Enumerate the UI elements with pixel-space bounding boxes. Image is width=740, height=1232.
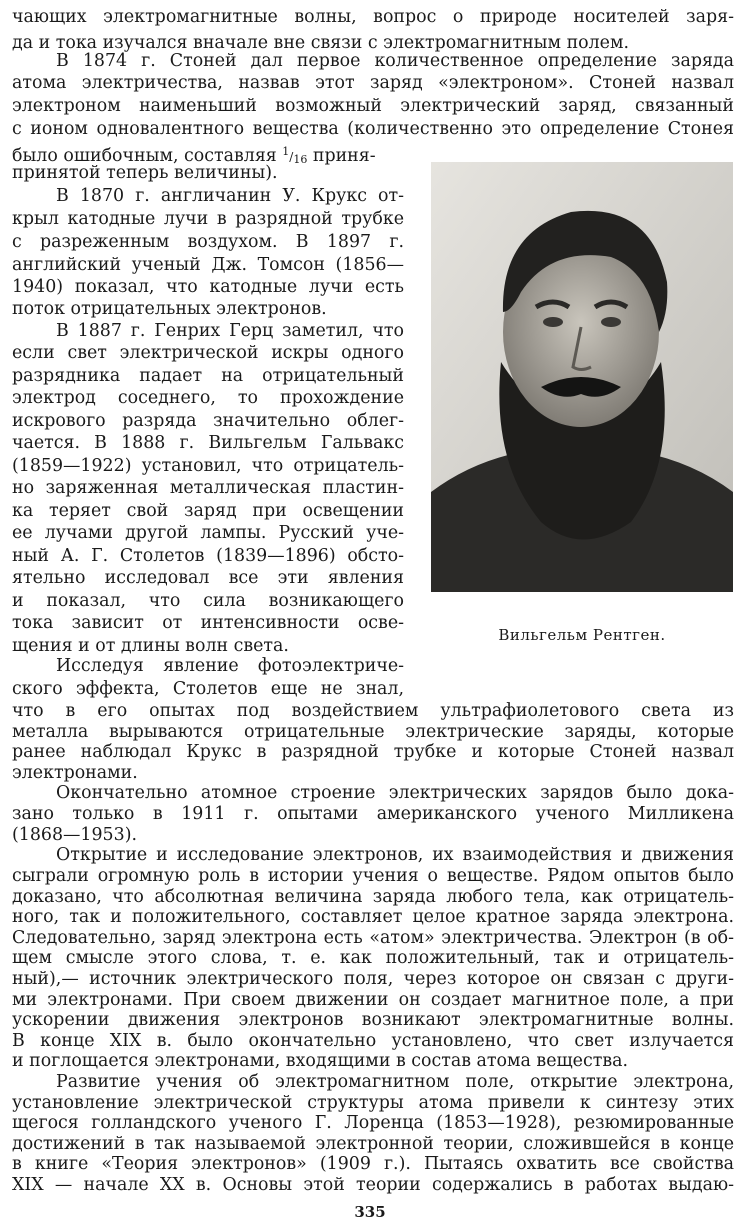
text-line: электронами. <box>12 762 138 783</box>
text-line: с разреженным воздухом. В 1897 г. <box>12 232 404 252</box>
portrait-image <box>431 162 733 592</box>
fraction-denominator: 16 <box>293 153 308 166</box>
fraction-numerator: 1 <box>282 145 290 158</box>
text-line: и поглощается электронами, входящими в состав атома вещества. <box>12 1051 629 1072</box>
text-line: поток отрицательных электронов. <box>12 299 327 319</box>
text-line: щегося голландского ученого Г. Лоренца (1853—1928), резюмированные <box>12 1113 734 1134</box>
text-line: что в его опытах под воздействием ультрафиолетового света из <box>12 701 734 721</box>
text-line: доказано, что абсолютная величина заряда любого тела, как отрицатель- <box>12 886 734 907</box>
text-line: В 1870 г. англичанин У. Крукс от- <box>56 186 404 206</box>
text-line: щения и от длины волн света. <box>12 636 289 656</box>
text-line: ского эффекта, Столетов еще не знал, <box>12 679 404 699</box>
text-line: но заряженная металлическая пластин- <box>12 478 404 498</box>
photo-caption: Вильгельм Рентген. <box>498 626 666 644</box>
text-fragment: было ошибочным, составляя <box>12 146 277 166</box>
text-line: английский ученый Дж. Томсон (1856— <box>12 255 404 275</box>
text-line: ее лучами другой лампы. Русский уче- <box>12 523 404 543</box>
text-line: XIX — начале XX в. Основы этой теории содержались в работах выдаю- <box>12 1175 734 1195</box>
text-line: ускорении движения электронов возникают электромагнитные волны. <box>12 1010 734 1031</box>
text-line: атома электричества, назвав этот заряд «электроном». Стоней назвал <box>12 73 734 93</box>
text-line: (1859—1922) установил, что отрицатель- <box>12 456 404 476</box>
text-line: если свет электрической искры одного <box>12 343 404 363</box>
text-line: в книге «Теория электронов» (1909 г.). Пытаясь охватить все свойства <box>12 1154 734 1175</box>
portrait-photo <box>431 162 733 592</box>
text-line: В 1887 г. Генрих Герц заметил, что <box>56 321 404 341</box>
text-line: достижений в так называемой электронной теории, сложившейся в конце <box>12 1133 734 1154</box>
text-line: ного, так и положительного, составляет целое кратное заряда электрона. <box>12 907 734 928</box>
text-line: (1868—1953). <box>12 824 138 845</box>
text-line: В конце XIX в. было окончательно установлено, что свет излучается <box>12 1030 734 1051</box>
text-line: ный А. Г. Столетов (1839—1896) обсто- <box>12 546 404 566</box>
text-line: Следовательно, заряд электрона есть «атом» электричества. Электрон (в об- <box>12 927 734 948</box>
text-line: ми электронами. При своем движении он создает магнитное поле, а при <box>12 989 734 1010</box>
text-line: разрядника падает на отрицательный <box>12 366 404 386</box>
text-fragment: приня- <box>307 146 376 166</box>
text-line: сыграли огромную роль в истории учения о веществе. Рядом опытов было <box>12 865 734 886</box>
text-line: Открытие и исследование электронов, их взаимодействия и движения <box>56 845 734 866</box>
text-line: электрод соседнего, то прохождение <box>12 388 404 408</box>
text-line: Исследуя явление фотоэлектриче- <box>56 656 404 676</box>
text-line: да и тока изучался вначале вне связи с электромагнитным полем. <box>12 33 630 53</box>
text-line: зано только в 1911 г. опытами американского ученого Милликена <box>12 804 734 824</box>
text-line: ка теряет свой заряд при освещении <box>12 501 404 521</box>
text-line: искрового разряда значительно облег- <box>12 411 404 431</box>
text-line: крыл катодные лучи в разрядной трубке <box>12 209 404 229</box>
fraction: $^1/_{16}$ <box>282 145 308 166</box>
text-line: Окончательно атомное строение электрических зарядов было дока- <box>56 783 734 804</box>
text-line: тока зависит от интенсивности осве- <box>12 613 404 633</box>
text-line: чающих электромагнитные волны, вопрос о природе носителей заря- <box>12 7 734 27</box>
text-line: электроном наименьший возможный электрический заряд, связанный <box>12 96 734 116</box>
text-line: 1940) показал, что катодные лучи есть <box>12 277 404 297</box>
text-line: металла вырываются отрицательные электрические заряды, которые <box>12 721 734 742</box>
text-line: ранее наблюдал Крукс в разрядной трубке и которые Стоней назвал <box>12 742 734 763</box>
text-line: чается. В 1888 г. Вильгельм Гальвакс <box>12 433 404 453</box>
text-line: принятой теперь величины). <box>12 163 278 183</box>
page-number: 335 <box>354 1203 386 1221</box>
text-line: ный),— источник электрического поля, через которое он связан с други- <box>12 968 734 989</box>
text-line: установление электрической структуры атома привели к синтезу этих <box>12 1092 734 1113</box>
text-line: и показал, что сила возникающего <box>12 591 404 611</box>
text-line: ятельно исследовал все эти явления <box>12 568 404 588</box>
text-line: Развитие учения об электромагнитном поле, открытие электрона, <box>56 1072 734 1092</box>
text-line: В 1874 г. Стоней дал первое количественное определение заряда <box>56 51 734 71</box>
text-line: с ионом одновалентного вещества (количественно это определение Стонея <box>12 119 734 139</box>
text-line: щем смысле этого слова, т. е. как положительный, так и отрицатель- <box>12 948 734 969</box>
